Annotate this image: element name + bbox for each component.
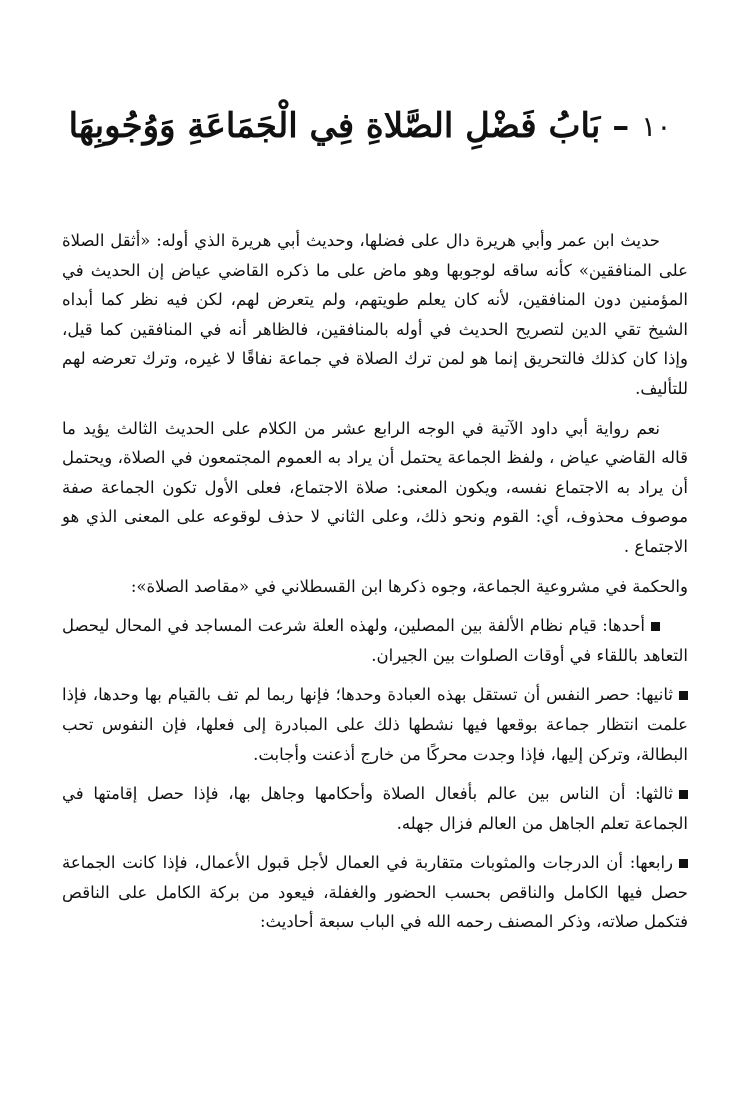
chapter-dash: – bbox=[612, 106, 630, 146]
square-bullet-icon bbox=[651, 622, 660, 631]
paragraph bbox=[62, 414, 688, 562]
paragraph-text: ثالثها: أن الناس بين عالم بأفعال الصلاة وأحكامها وجاهل بها، فإذا حصل إقامتها في الجماعة تعلم الجاهل من العالم فزال جهله. bbox=[62, 784, 688, 833]
paragraph-text: رابعها: أن الدرجات والمثوبات متقاربة في العمال لأجل قبول الأعمال، فإذا كانت الجماعة حصل فيها الكامل والناقص بحسب الحضور والغفلة، فيعود من بركة الكامل على الناقص فتكمل صلاته، وذكر المصنف رحمه الله في الباب سبعة أحاديث: bbox=[62, 853, 688, 932]
chapter-heading bbox=[68, 96, 672, 156]
bullet-paragraph bbox=[62, 680, 688, 769]
paragraph bbox=[62, 572, 688, 602]
paragraph-text: حديث ابن عمر وأبي هريرة دال على فضلها، وحديث أبي هريرة الذي أوله: «أثقل الصلاة على المنافقين» كأنه ساقه لوجوبها وهو ماض على ما ذكره القاضي عياض إن الحديث في المؤمنين دون المنافقين، لأنه كان يعلم طويتهم، ولم يتعرض لهم، لكن فيه نظر كما أبداه الشيخ تقي الدين لتصريح الحديث في أوله بالمنافقين، فالظاهر أنه في المنافقين كما قيل، وإذا كان كذلك فالتحريق إنما هو لمن ترك الصلاة في جماعة نفاقًا لا غيره، وترك تعرضه لهم للتأليف. bbox=[62, 231, 688, 398]
paragraph-text: أحدها: قيام نظام الألفة بين المصلين، ولهذه العلة شرعت المساجد في المحال ليحصل التعاهد باللقاء في أوقات الصلوات بين الجيران. bbox=[62, 616, 688, 665]
body-text bbox=[62, 226, 688, 947]
square-bullet-icon bbox=[679, 691, 688, 700]
bullet-paragraph bbox=[62, 779, 688, 838]
chapter-title: بَابُ فَضْلِ الصَّلاةِ فِي الْجَمَاعَةِ وَوُجُوبِهَا bbox=[68, 106, 601, 146]
square-bullet-icon bbox=[679, 859, 688, 868]
paragraph-text: نعم رواية أبي داود الآتية في الوجه الرابع عشر من الكلام على الحديث الثالث يؤيد ما قاله القاضي عياض ، ولفظ الجماعة يحتمل أن يراد به العموم المجتمعون في الصلاة، ويحتمل أن يراد به الاجتماع نفسه، ويكون المعنى: صلاة الاجتماع، فعلى الأول تكون الجماعة صفة موصوف محذوف، أي: القوم ونحو ذلك، وعلى الثاني لا حذف لوقوعه على المعنى الذي هو الاجتماع . bbox=[62, 418, 688, 556]
paragraph-text: ثانيها: حصر النفس أن تستقل بهذه العبادة وحدها؛ فإنها ربما لم تف بالقيام بها وحدها، فإذا علمت انتظار جماعة بوقعها فيها نشطها ذلك على المبادرة إلى فعلها، فإن النفوس تحب البطالة، وتركن إليها، فإذا وجدت محركًا من خارج أذعنت وأجابت. bbox=[62, 685, 688, 764]
square-bullet-icon bbox=[679, 790, 688, 799]
paragraph-text: والحكمة في مشروعية الجماعة، وجوه ذكرها ابن القسطلاني في «مقاصد الصلاة»: bbox=[130, 576, 688, 596]
bullet-paragraph bbox=[62, 848, 688, 937]
chapter-number: ١٠ bbox=[641, 109, 672, 143]
paragraph bbox=[62, 226, 688, 404]
bullet-paragraph bbox=[62, 611, 688, 670]
